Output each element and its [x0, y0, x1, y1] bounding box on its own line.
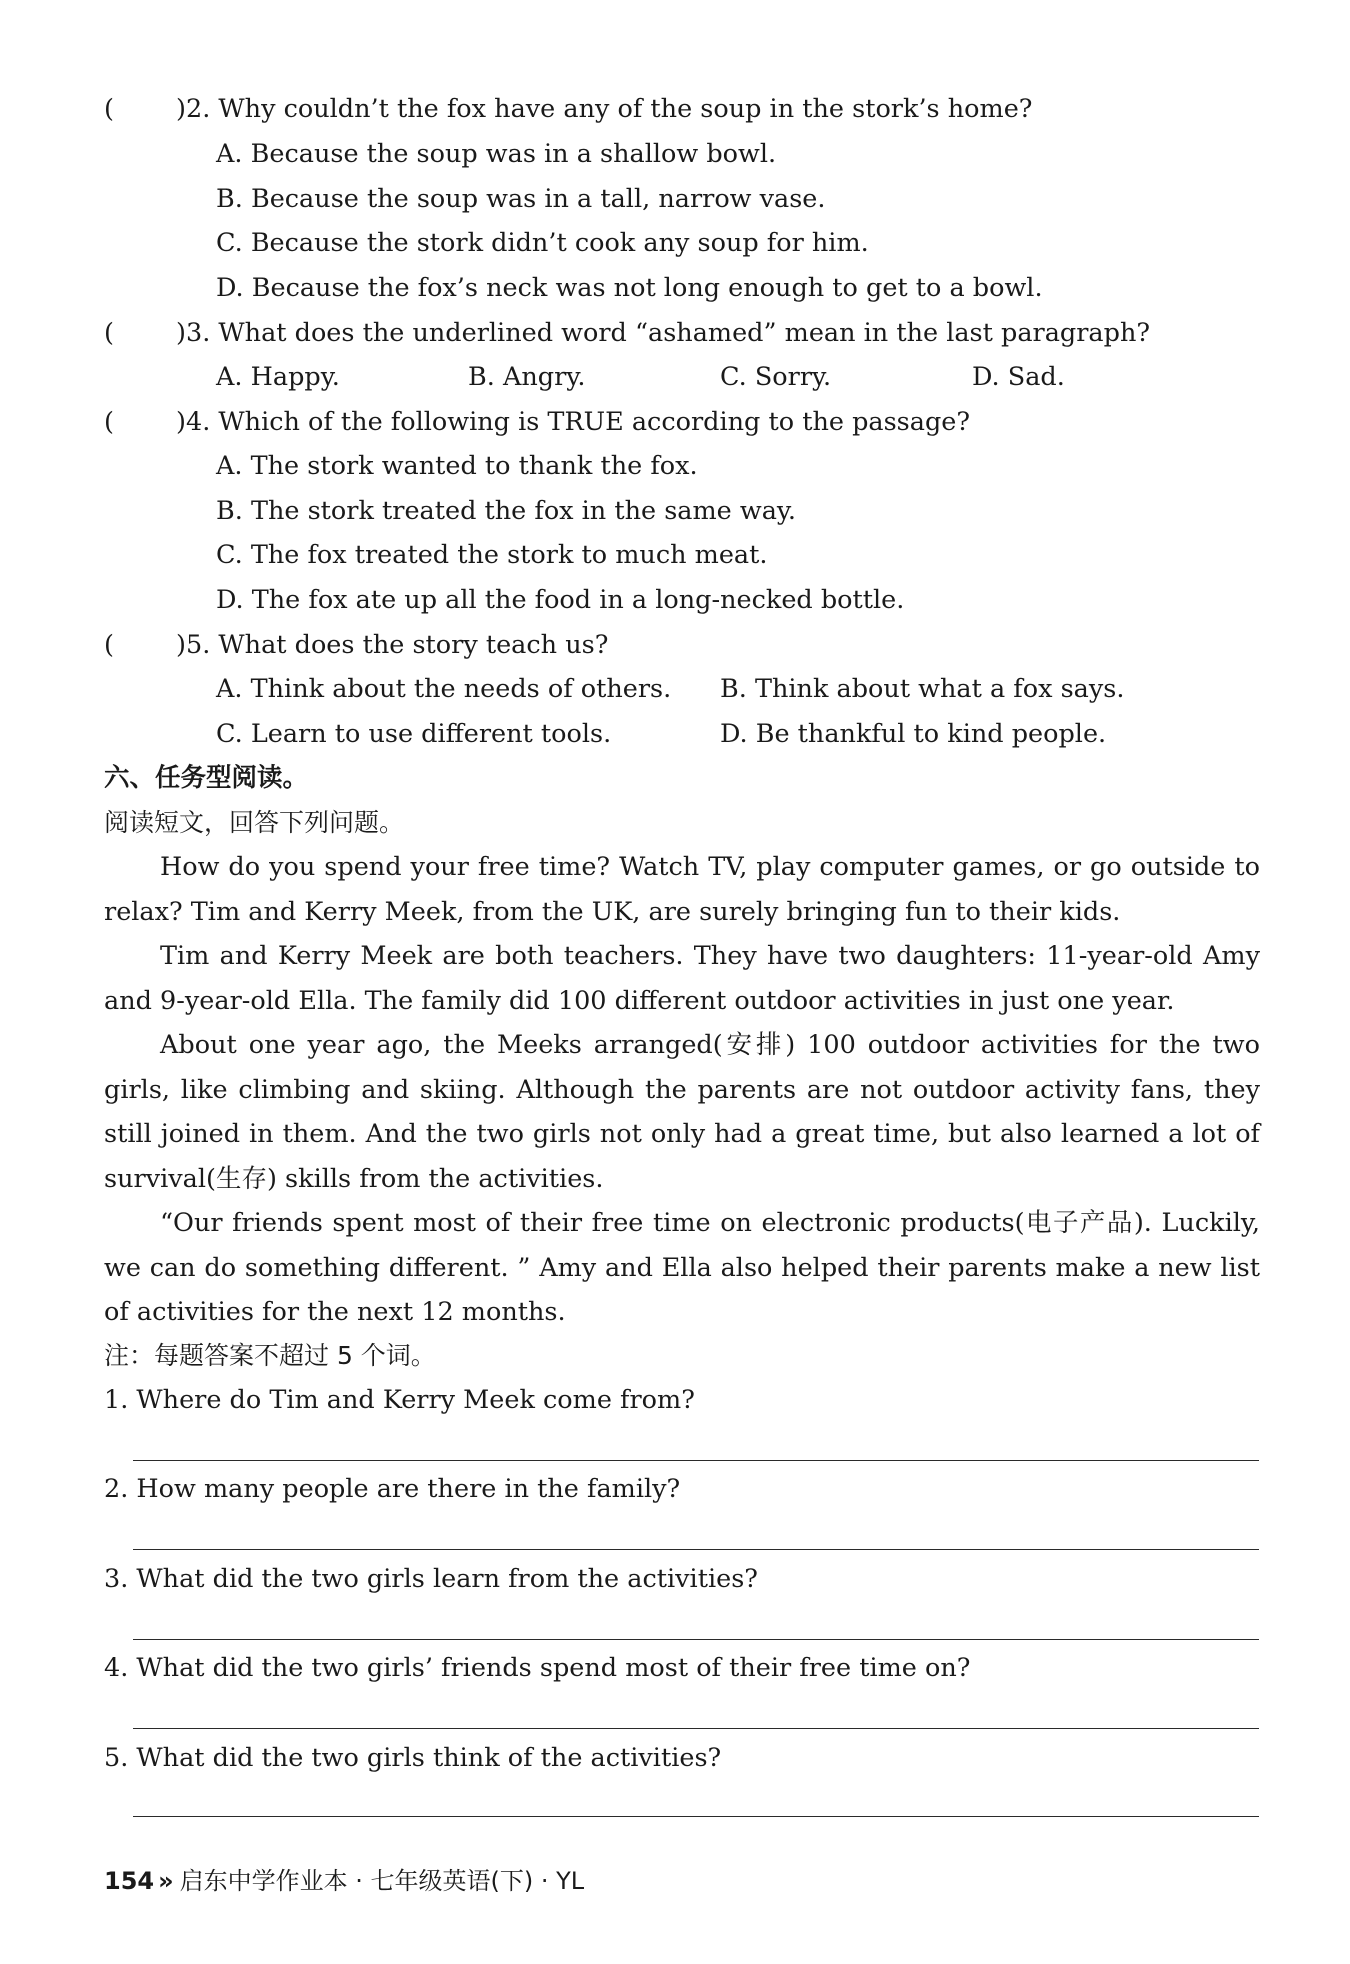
passage-paragraph-2: Tim and Kerry Meek are both teachers. They have two daughters: 11-year-old Amy and 9-year-old Ella. The family did 100 different outdoor activities in just one year. [104, 941, 1260, 1016]
answer-paren-open[interactable]: ( [104, 630, 114, 660]
answer-paren-close: ) [176, 630, 186, 660]
option-b: B. The stork treated the fox in the same way. [216, 496, 797, 526]
chevron-right-icon: » [158, 1867, 174, 1895]
option-b: B. Think about what a fox says. [720, 674, 1125, 704]
passage-paragraph-4: “Our friends spent most of their free time on electronic products(电子产品). Luckily, we can do something different. ” Amy and Ella also helped their parents make a new list of activities for the next 12 months. [104, 1208, 1260, 1327]
answer-note: 注：每题答案不超过 5 个词。 [104, 1341, 436, 1370]
answer-paren-close: ) [176, 94, 186, 124]
answer-paren-open[interactable]: ( [104, 407, 114, 437]
option-d: D. The fox ate up all the food in a long-necked bottle. [216, 585, 905, 615]
answer-paren-close: ) [176, 407, 186, 437]
option-c: C. The fox treated the stork to much meat. [216, 540, 768, 570]
book-title: 启东中学作业本 · 七年级英语(下) · YL [179, 1867, 585, 1895]
answer-paren-open[interactable]: ( [104, 318, 114, 348]
option-d: D. Sad. [972, 362, 1065, 392]
option-c: C. Learn to use different tools. [216, 719, 612, 749]
passage-paragraph-3: About one year ago, the Meeks arranged(安排) 100 outdoor activities for the two girls, like climbing and skiing. Although the parents are not outdoor activity fans, they still joined in them. And the two girls not only had a great time, but also learned a lot of survival(生存) skills from the activities. [104, 1030, 1260, 1194]
option-d: D. Be thankful to kind people. [720, 719, 1107, 749]
short-question-1: 1. Where do Tim and Kerry Meek come from? [104, 1385, 695, 1415]
question-stem: 5. What does the story teach us? [186, 630, 609, 660]
short-question-2: 2. How many people are there in the family? [104, 1474, 681, 1504]
page-number: 154 [104, 1867, 155, 1895]
short-question-5: 5. What did the two girls think of the activities? [104, 1743, 722, 1773]
option-c: C. Sorry. [720, 362, 832, 392]
answer-paren-close: ) [176, 318, 186, 348]
page-footer [104, 1866, 584, 1896]
option-c: C. Because the stork didn’t cook any soup for him. [216, 228, 869, 258]
answer-line-3[interactable] [133, 1639, 1259, 1640]
option-a: A. Think about the needs of others. [216, 674, 672, 704]
answer-line-4[interactable] [133, 1728, 1259, 1729]
option-d: D. Because the fox’s neck was not long enough to get to a bowl. [216, 273, 1043, 303]
section-instruction: 阅读短文，回答下列问题。 [104, 808, 405, 837]
passage-paragraph-1: How do you spend your free time? Watch TV, play computer games, or go outside to relax? Tim and Kerry Meek, from the UK, are surely bringing fun to their kids. [104, 852, 1260, 927]
option-a: A. Because the soup was in a shallow bowl. [216, 139, 777, 169]
short-question-4: 4. What did the two girls’ friends spend most of their free time on? [104, 1653, 971, 1683]
answer-paren-open[interactable]: ( [104, 94, 114, 124]
question-stem: 4. Which of the following is TRUE according to the passage? [186, 407, 971, 437]
option-a: A. Happy. [216, 362, 340, 392]
section-heading: 六、任务型阅读。 [104, 763, 309, 793]
short-question-3: 3. What did the two girls learn from the activities? [104, 1564, 758, 1594]
question-stem: 3. What does the underlined word “ashamed” mean in the last paragraph? [186, 318, 1151, 348]
answer-line-5[interactable] [133, 1816, 1259, 1817]
answer-line-2[interactable] [133, 1549, 1259, 1550]
question-stem: 2. Why couldn’t the fox have any of the soup in the stork’s home? [186, 94, 1033, 124]
option-b: B. Angry. [468, 362, 586, 392]
answer-line-1[interactable] [133, 1460, 1259, 1461]
option-a: A. The stork wanted to thank the fox. [216, 451, 698, 481]
option-b: B. Because the soup was in a tall, narrow vase. [216, 184, 826, 214]
